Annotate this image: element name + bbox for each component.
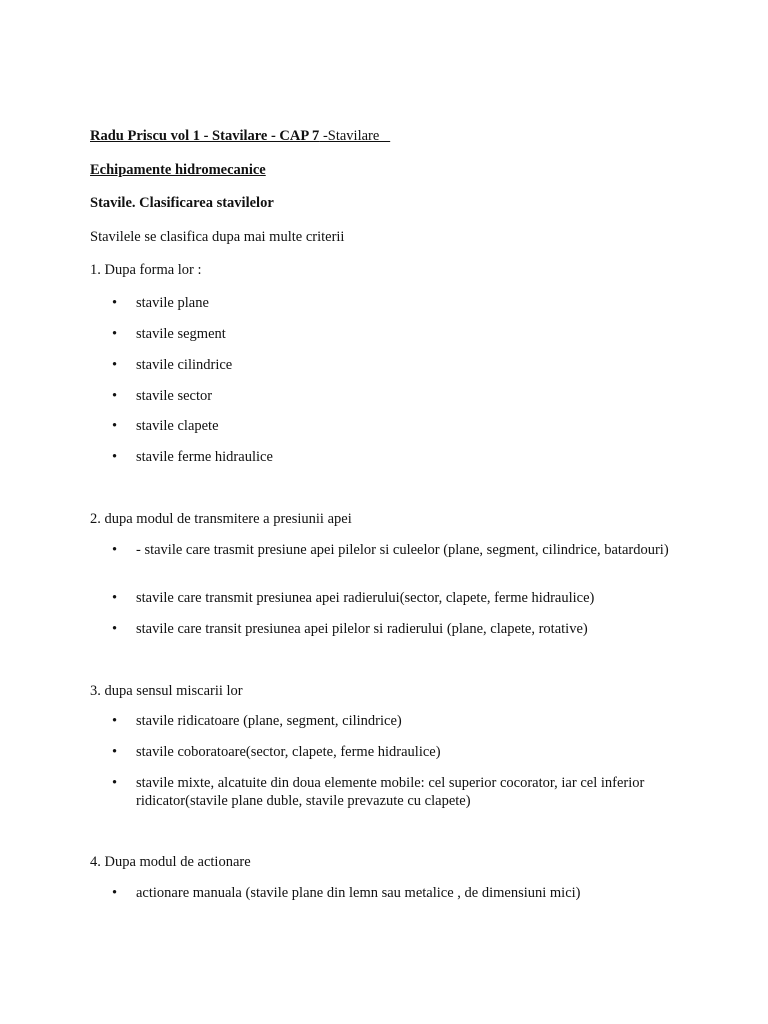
list-item: stavile cilindrice (136, 357, 233, 373)
list-item: stavile plane (136, 295, 209, 311)
bullet-marker: • (112, 295, 118, 311)
bullet-marker: • (112, 418, 118, 434)
list-item: stavile coboratoare(sector, clapete, ferme hidraulice) (136, 744, 441, 760)
document-title (90, 127, 390, 145)
section-heading: 3. dupa sensul miscarii lor (90, 683, 243, 699)
list-item: stavile mixte, alcatuite din doua elemente mobile: cel superior cocorator, iar cel inferior ridicator(stavile plane duble, stavile prevazute cu clapete) (136, 775, 645, 809)
list-item: stavile ferme hidraulice (136, 449, 273, 465)
list-item: - stavile care trasmit presiune apei pilelor si culeelor (plane, segment, cilindrice, batardouri) (136, 542, 669, 558)
bullet-marker: • (112, 775, 118, 791)
bullet-marker: • (112, 357, 118, 373)
list-item: stavile care transmit presiunea apei radierului(sector, clapete, ferme hidraulice) (136, 590, 595, 606)
intro-paragraph: Stavilele se clasifica dupa mai multe criterii (90, 229, 345, 245)
bullet-marker: • (112, 590, 118, 606)
document-title-normal: -Stavilare (319, 128, 391, 144)
bullet-marker: • (112, 713, 118, 729)
bullet-marker: • (112, 449, 118, 465)
bullet-marker: • (112, 542, 118, 558)
section-heading: 4. Dupa modul de actionare (90, 854, 251, 870)
heading-echipamente: Echipamente hidromecanice (90, 162, 266, 178)
bullet-marker: • (112, 744, 118, 760)
bullet-marker: • (112, 326, 118, 342)
section-heading: 1. Dupa forma lor : (90, 262, 202, 278)
document-title-bold: Radu Priscu vol 1 - Stavilare - CAP 7 (90, 128, 320, 144)
section-heading: 2. dupa modul de transmitere a presiunii apei (90, 511, 352, 527)
bullet-marker: • (112, 388, 118, 404)
list-item: stavile segment (136, 326, 226, 342)
list-item: stavile ridicatoare (plane, segment, cilindrice) (136, 713, 402, 729)
heading-clasificare: Stavile. Clasificarea stavilelor (90, 195, 274, 211)
list-item: stavile care transit presiunea apei pilelor si radierului (plane, clapete, rotative) (136, 621, 588, 637)
list-item: stavile sector (136, 388, 213, 404)
list-item: stavile clapete (136, 418, 219, 434)
list-item: actionare manuala (stavile plane din lemn sau metalice , de dimensiuni mici) (136, 885, 581, 901)
bullet-marker: • (112, 885, 118, 901)
bullet-marker: • (112, 621, 118, 637)
